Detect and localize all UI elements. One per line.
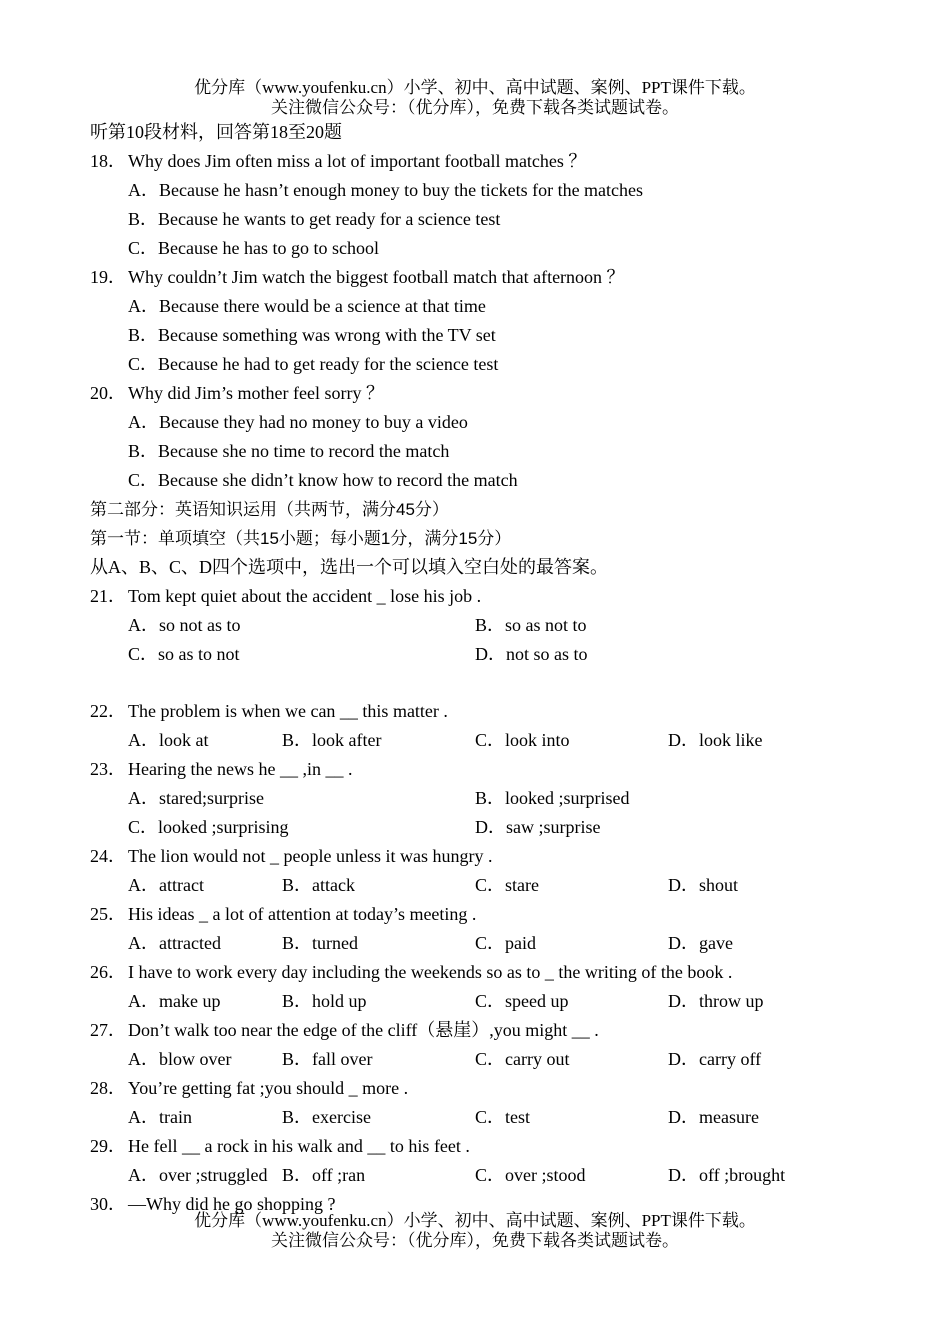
option-26-c: C．speed up	[475, 991, 569, 1011]
option-25-b: B．turned	[282, 933, 358, 953]
option-23-d: D．saw ;surprise	[475, 817, 601, 837]
question-text: The problem is when we can __ this matter .	[128, 701, 448, 721]
question-number: 27．	[90, 1020, 126, 1040]
spacer	[90, 669, 890, 697]
options-25	[90, 929, 890, 958]
option-23-a: A．stared;surprise	[128, 788, 264, 808]
option-28-c: C．test	[475, 1107, 531, 1127]
option-29-d: D．off ;brought	[668, 1165, 786, 1185]
question-28	[90, 1074, 890, 1103]
options-29	[90, 1161, 890, 1190]
question-number: 25．	[90, 904, 126, 924]
question-text: Hearing the news he __ ,in __ .	[128, 759, 353, 779]
options-22	[90, 726, 890, 755]
question-18	[90, 147, 890, 176]
question-number: 21．	[90, 586, 126, 606]
option-19-b: B．Because something was wrong with the TV set	[128, 325, 496, 345]
footer-line-1: 优分库（www.youfenku.cn）小学、初中、高中试题、案例、PPT课件下载。	[194, 1211, 756, 1230]
option-22-b: B．look after	[282, 730, 382, 750]
option-21-a: A．so not as to	[128, 615, 241, 635]
question-number: 24．	[90, 846, 126, 866]
question-text: —Why did he go shopping ?	[128, 1194, 336, 1214]
question-21	[90, 582, 890, 611]
option-29-b: B．off ;ran	[282, 1165, 366, 1185]
question-number: 19．	[90, 267, 126, 287]
option-22-c: C．look into	[475, 730, 570, 750]
option-23-b: B．looked ;surprised	[475, 788, 630, 808]
options-23-row2	[90, 813, 890, 842]
section-instruction: 从A、B、C、D四个选项中，选出一个可以填入空白处的最答案。	[90, 557, 609, 577]
option-28-a: A．train	[128, 1107, 192, 1127]
option-28-d: D．measure	[668, 1107, 759, 1127]
question-23	[90, 755, 890, 784]
question-number: 23．	[90, 759, 126, 779]
question-22	[90, 697, 890, 726]
option-26-b: B．hold up	[282, 991, 367, 1011]
option-27-a: A．blow over	[128, 1049, 232, 1069]
question-text: He fell __ a rock in his walk and __ to his feet .	[128, 1136, 470, 1156]
options-27	[90, 1045, 890, 1074]
question-text: Tom kept quiet about the accident _ lose his job .	[128, 586, 482, 606]
option-25-d: D．gave	[668, 933, 733, 953]
option-20-b: B．Because she no time to record the match	[128, 441, 450, 461]
question-number: 26．	[90, 962, 126, 982]
option-25-a: A．attracted	[128, 933, 221, 953]
options-23-row1	[90, 784, 890, 813]
section1-title: 第一节：单项填空（共15小题；每小题1分，满分15分）	[90, 529, 512, 548]
question-27	[90, 1016, 890, 1045]
option-20-a: A．Because they had no money to buy a video	[128, 412, 468, 432]
header-line-1: 优分库（www.youfenku.cn）小学、初中、高中试题、案例、PPT课件下载。	[194, 78, 756, 97]
option-26-d: D．throw up	[668, 991, 764, 1011]
option-19-c: C．Because he had to get ready for the science test	[128, 354, 499, 374]
question-19	[90, 263, 890, 292]
options-28	[90, 1103, 890, 1132]
option-24-c: C．stare	[475, 875, 539, 895]
option-23-c: C．looked ;surprising	[128, 817, 289, 837]
option-22-d: D．look like	[668, 730, 763, 750]
listening-intro: 听第10段材料，回答第18至20题	[90, 122, 342, 142]
question-20	[90, 379, 890, 408]
option-24-b: B．attack	[282, 875, 355, 895]
options-26	[90, 987, 890, 1016]
option-26-a: A．make up	[128, 991, 221, 1011]
question-24	[90, 842, 890, 871]
option-18-b: B．Because he wants to get ready for a science test	[128, 209, 501, 229]
question-25	[90, 900, 890, 929]
option-18-a: A．Because he hasn’t enough money to buy the tickets for the matches	[128, 180, 644, 200]
question-number: 28．	[90, 1078, 126, 1098]
option-25-c: C．paid	[475, 933, 536, 953]
option-20-c: C．Because she didn’t know how to record the match	[128, 470, 518, 490]
question-text: Why does Jim often miss a lot of important football matches ？	[128, 151, 587, 171]
question-number: 30．	[90, 1194, 126, 1214]
question-text: You’re getting fat ;you should _ more .	[128, 1078, 409, 1098]
option-27-c: C．carry out	[475, 1049, 570, 1069]
question-number: 22．	[90, 701, 126, 721]
option-21-d: D．not so as to	[475, 644, 588, 664]
footer-line-2: 关注微信公众号：（优分库），免费下载各类试题试卷。	[271, 1231, 679, 1250]
question-29	[90, 1132, 890, 1161]
option-29-c: C．over ;stood	[475, 1165, 586, 1185]
question-text: The lion would not _ people unless it was hungry .	[128, 846, 493, 866]
option-24-d: D．shout	[668, 875, 739, 895]
option-18-c: C．Because he has to go to school	[128, 238, 379, 258]
page-footer	[0, 1211, 950, 1251]
options-21-row1	[90, 611, 890, 640]
option-29-a: A．over ;struggled	[128, 1165, 268, 1185]
option-24-a: A．attract	[128, 875, 204, 895]
option-21-c: C．so as to not	[128, 644, 240, 664]
option-21-b: B．so as not to	[475, 615, 587, 635]
question-text: I have to work every day including the weekends so as to _ the writing of the book .	[128, 962, 733, 982]
question-text: His ideas _ a lot of attention at today’s meeting .	[128, 904, 477, 924]
question-text: Don’t walk too near the edge of the cliff（悬崖）,you might __ .	[128, 1020, 599, 1040]
question-text: Why couldn’t Jim watch the biggest football match that afternoon ？	[128, 267, 625, 287]
option-19-a: A．Because there would be a science at that time	[128, 296, 486, 316]
question-26	[90, 958, 890, 987]
question-number: 18．	[90, 151, 126, 171]
part2-title: 第二部分：英语知识运用（共两节，满分45分）	[90, 500, 449, 519]
options-21-row2	[90, 640, 890, 669]
option-27-b: B．fall over	[282, 1049, 373, 1069]
page-header	[0, 78, 950, 118]
question-number: 29．	[90, 1136, 126, 1156]
option-22-a: A．look at	[128, 730, 209, 750]
question-number: 20．	[90, 383, 126, 403]
options-24	[90, 871, 890, 900]
header-line-2: 关注微信公众号：（优分库），免费下载各类试题试卷。	[271, 98, 679, 117]
option-28-b: B．exercise	[282, 1107, 371, 1127]
document-body	[90, 118, 890, 1219]
question-text: Why did Jim’s mother feel sorry ？	[128, 383, 384, 403]
option-27-d: D．carry off	[668, 1049, 762, 1069]
